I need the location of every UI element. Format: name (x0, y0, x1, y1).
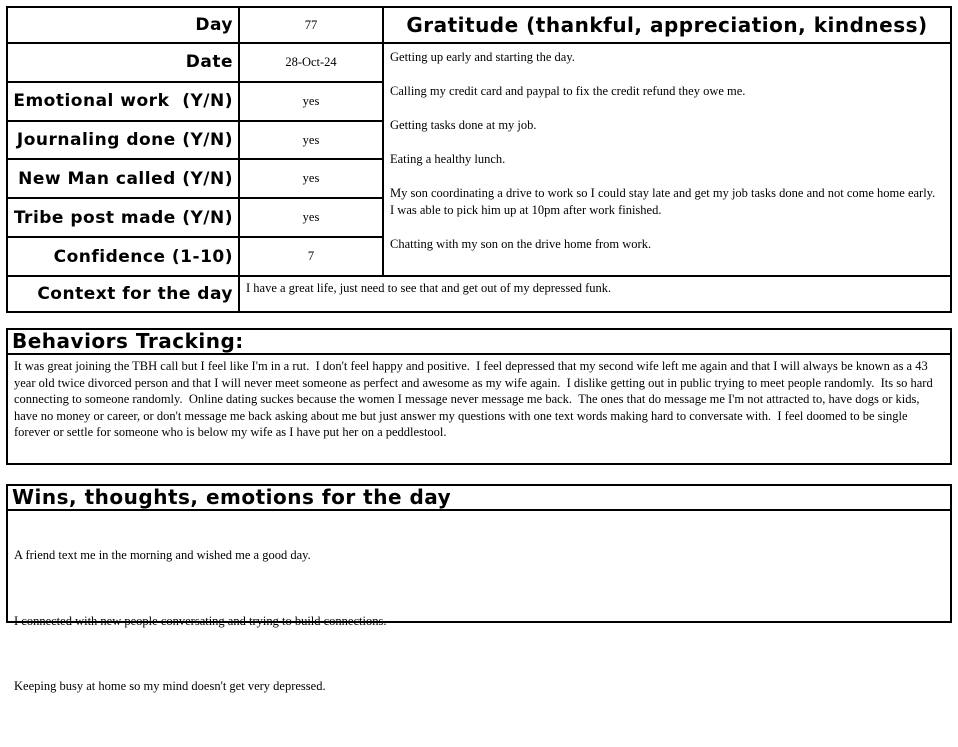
wins-entry: A friend text me in the morning and wished me a good day. (14, 548, 311, 562)
gratitude-entry: Chatting with my son on the drive home from work. (390, 237, 652, 251)
gratitude-entry: Eating a healthy lunch. (390, 152, 506, 166)
field-value-date[interactable]: 28-Oct-24 (239, 43, 383, 82)
field-value-journaling-done[interactable]: yes (239, 121, 383, 160)
gratitude-entry: Getting up early and starting the day. (390, 50, 575, 64)
behaviors-section (6, 328, 952, 465)
field-value-day[interactable]: 77 (239, 7, 383, 43)
field-label-journaling-done: Journaling done (Y/N) (7, 121, 239, 160)
field-row-day (7, 7, 951, 43)
wins-section (6, 484, 952, 693)
field-value-new-man-called[interactable]: yes (239, 159, 383, 198)
field-value-tribe-post-made[interactable]: yes (239, 198, 383, 237)
field-label-context: Context for the day (7, 276, 239, 312)
field-label-new-man-called: New Man called (Y/N) (7, 159, 239, 198)
wins-text-area[interactable] (8, 511, 950, 747)
field-value-emotional-work[interactable]: yes (239, 82, 383, 121)
gratitude-entries-cell[interactable] (383, 43, 951, 276)
wins-entry: I connected with new people conversating and trying to build connections. (14, 613, 387, 628)
field-label-day: Day (7, 7, 239, 43)
field-row-context (7, 276, 951, 312)
field-value-confidence[interactable]: 7 (239, 237, 383, 276)
field-label-confidence: Confidence (1-10) (7, 237, 239, 276)
wins-title: Wins, thoughts, emotions for the day (8, 486, 950, 511)
daily-tracker-table (6, 6, 952, 313)
field-label-tribe-post-made: Tribe post made (Y/N) (7, 198, 239, 237)
gratitude-header: Gratitude (thankful, appreciation, kindness) (383, 7, 951, 43)
wins-entry: Keeping busy at home so my mind doesn't get very depressed. (14, 679, 326, 693)
field-value-context[interactable]: I have a great life, just need to see that and get out of my depressed funk. (239, 276, 951, 312)
field-row-date (7, 43, 951, 82)
gratitude-entry: Getting tasks done at my job. (390, 118, 537, 132)
behaviors-text-area[interactable]: It was great joining the TBH call but I feel like I'm in a rut. I don't feel happy and positive. I feel depressed that my second wife left me again and that I will always be known as a 43 year old twice divorced person and that I will never meet someone as perfect and awesome as my wife again. I dislike getting out in public trying to meet people randomly. Its so hard connecting to someone randomly. Online dating suckes because the women I message never message me back. The ones that do message me I'm not attracted to, have dogs or kids, have no money or career, or don't message me back asking about me but just answer my questions with one text words making hard to conversate with. I feel doomed to be single forever or settle for someone who is below my wife as I have put her on a peddlestool. (14, 359, 936, 439)
behaviors-title: Behaviors Tracking: (8, 330, 950, 355)
gratitude-entry: My son coordinating a drive to work so I could stay late and get my job tasks done and not come home early. I was able to pick him up at 10pm after work finished. (390, 186, 942, 217)
field-label-emotional-work: Emotional work (Y/N) (7, 82, 239, 121)
gratitude-entry: Calling my credit card and paypal to fix the credit refund they owe me. (390, 84, 746, 98)
field-label-date: Date (7, 43, 239, 82)
